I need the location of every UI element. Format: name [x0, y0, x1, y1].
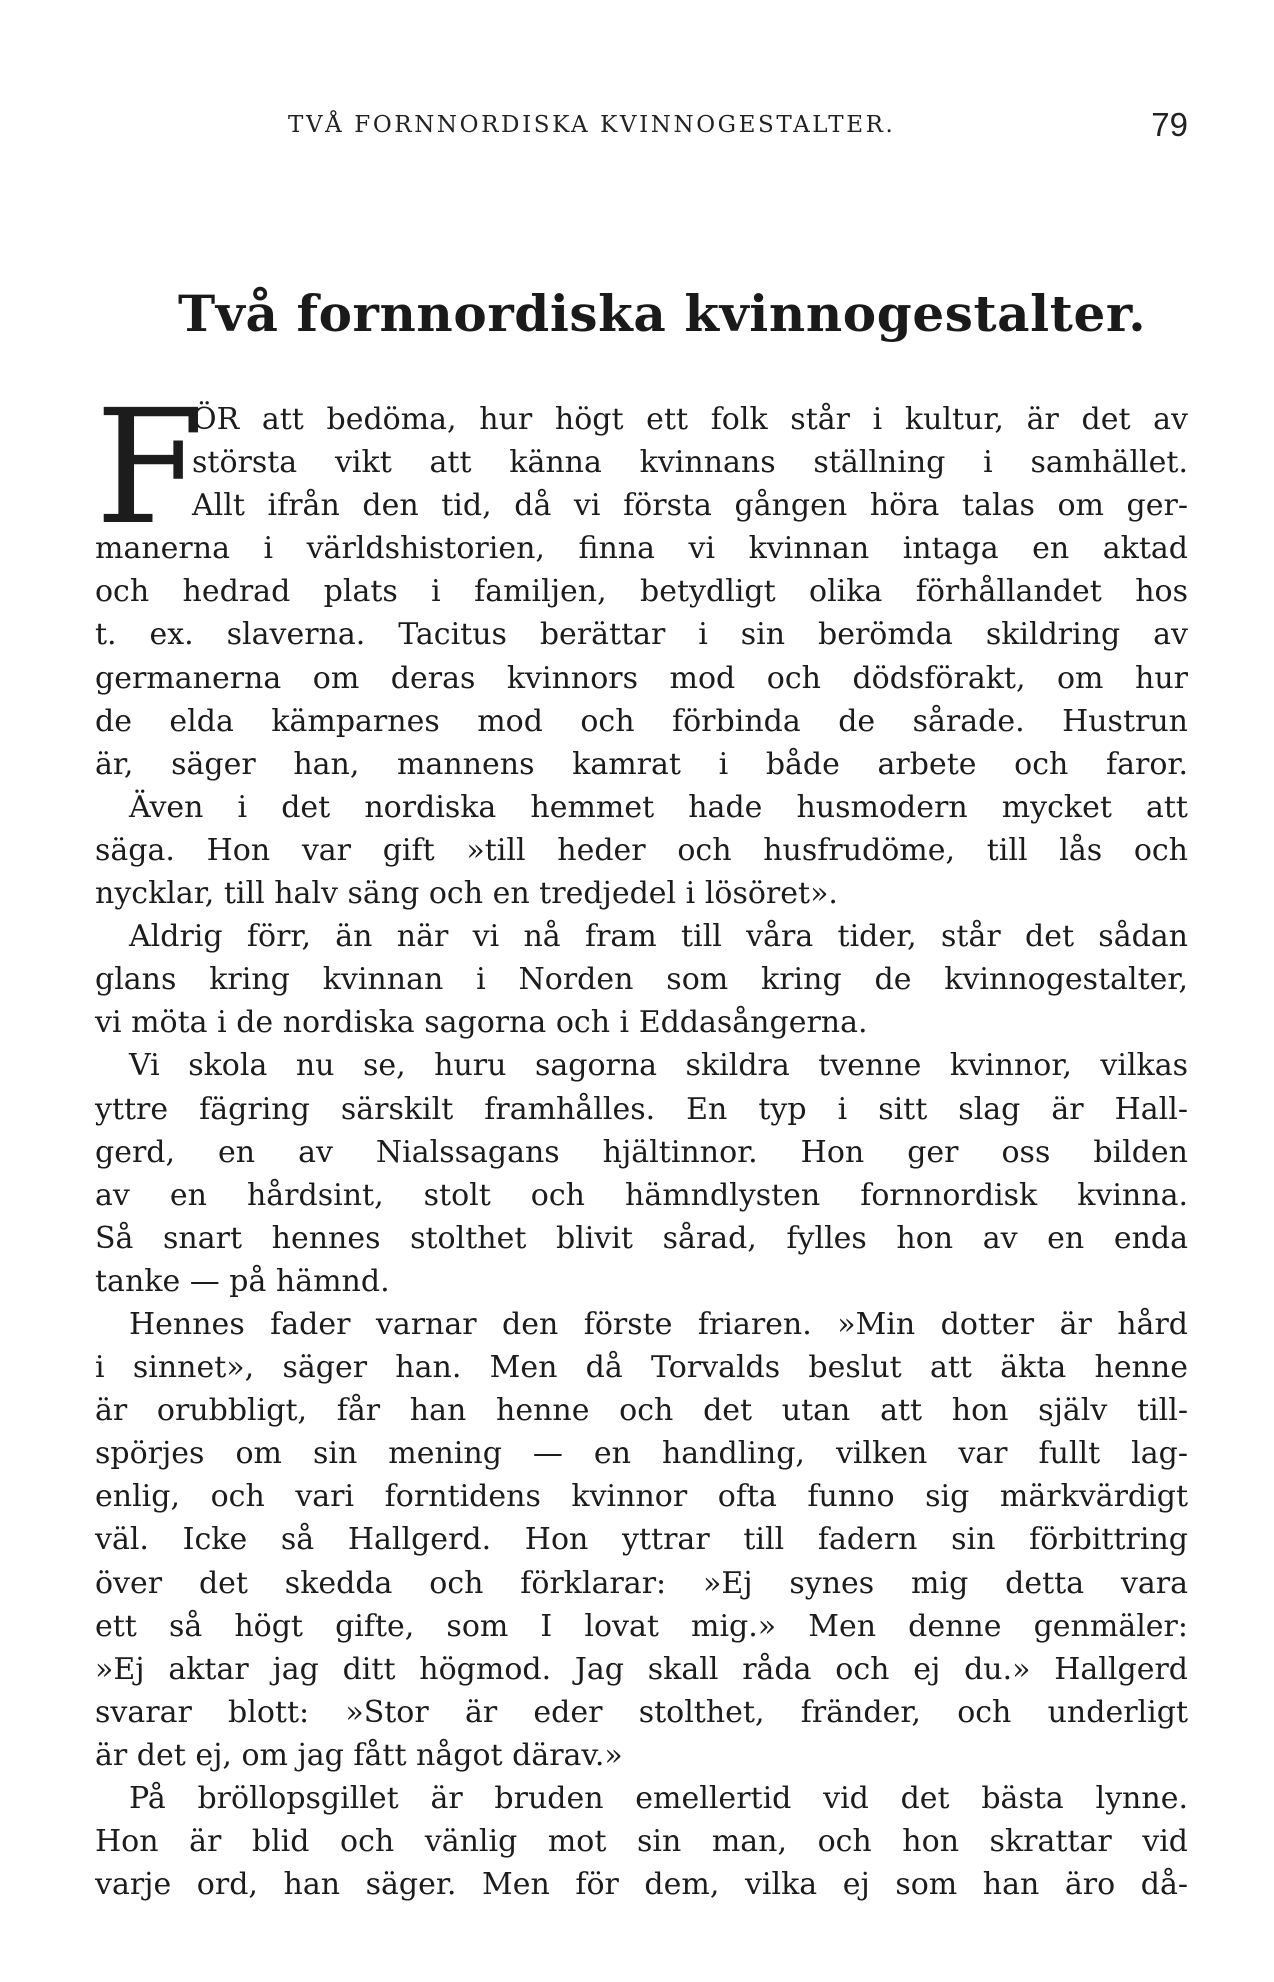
- text-line: På bröllopsgillet är bruden emellertid vid det bästa lynne.: [129, 1781, 1188, 1816]
- body-text: [95, 376, 1188, 1906]
- text-line: Så snart hennes stolthet blivit sårad, fylles hon av en enda: [95, 1220, 1188, 1256]
- text-line: är det ej, om jag fått något därav.»: [95, 1737, 623, 1773]
- text-line: Hon är blid och vänlig mot sin man, och hon skrattar vid: [95, 1824, 1188, 1860]
- text-line: tanke — på hämnd.: [95, 1263, 390, 1299]
- text-line: ett så högt gifte, som I lovat mig.» Men denne genmäler:: [95, 1608, 1188, 1644]
- text-line: vi möta i de nordiska sagorna och i Eddasångerna.: [95, 1005, 868, 1041]
- text-line: över det skedda och förklarar: »Ej synes mig detta vara: [95, 1565, 1188, 1601]
- running-head: TVÅ FORNNORDISKA KVINNOGESTALTER.: [288, 112, 896, 138]
- text-line: Allt ifrån den tid, då vi första gången höra talas om ger-: [192, 488, 1188, 524]
- text-line: germanerna om deras kvinnors mod och dödsförakt, om hur: [95, 660, 1188, 696]
- text-line: gerd, en av Nialssagans hjältinnor. Hon ger oss bilden: [95, 1134, 1188, 1170]
- article-title: Två fornnordiska kvinnogestalter.: [178, 284, 1147, 343]
- text-line: av en hårdsint, stolt och hämndlysten fornnordisk kvinna.: [95, 1177, 1188, 1213]
- text-line: spörjes om sin mening — en handling, vilken var fullt lag-: [95, 1436, 1188, 1472]
- text-line: Även i det nordiska hemmet hade husmodern mycket att: [129, 789, 1188, 825]
- text-line: svarar blott: »Stor är eder stolthet, fränder, och underligt: [95, 1694, 1188, 1730]
- drop-cap: F: [95, 376, 205, 560]
- text-line: i sinnet», säger han. Men då Torvalds beslut att äkta henne: [95, 1350, 1188, 1386]
- text-line: enlig, och vari forntidens kvinnor ofta funno sig märkvärdigt: [95, 1479, 1188, 1515]
- text-line: och hedrad plats i familjen, betydligt olika förhållandet hos: [95, 574, 1188, 610]
- text-line: Vi skola nu se, huru sagorna skildra tvenne kvinnor, vilkas: [129, 1048, 1188, 1084]
- text-line: de elda kämparnes mod och förbinda de sårade. Hustrun: [95, 703, 1188, 739]
- text-line: Aldrig förr, än när vi nå fram till våra tider, står det sådan: [129, 919, 1188, 955]
- text-line: är, säger han, mannens kamrat i både arbete och faror.: [95, 746, 1188, 782]
- text-line: är orubbligt, får han henne och det utan att hon själv till-: [95, 1393, 1188, 1429]
- text-line: glans kring kvinnan i Norden som kring de kvinnogestalter,: [95, 962, 1188, 998]
- text-line: t. ex. slaverna. Tacitus berättar i sin berömda skildring av: [95, 617, 1188, 653]
- text-line: »Ej aktar jag ditt högmod. Jag skall råda och ej du.» Hallgerd: [95, 1651, 1188, 1687]
- text-line: säga. Hon var gift »till heder och husfrudöme, till lås och: [95, 832, 1188, 868]
- text-line: varje ord, han säger. Men för dem, vilka ej som han äro då-: [95, 1867, 1188, 1903]
- text-line: nycklar, till halv säng och en tredjedel i lösöret».: [95, 876, 838, 912]
- page-number: 79: [1151, 106, 1188, 143]
- text-line: Hennes fader varnar den förste friaren. »Min dotter är hård: [129, 1306, 1188, 1342]
- text-line: väl. Icke så Hallgerd. Hon yttrar till fadern sin förbittring: [95, 1522, 1188, 1558]
- text-line: yttre fägring särskilt framhålles. En typ i sitt slag är Hall-: [95, 1091, 1188, 1127]
- text-line: manerna i världshistorien, finna vi kvinnan intaga en aktad: [95, 531, 1188, 567]
- text-line: ÖR att bedöma, hur högt ett folk står i kultur, är det av: [192, 402, 1188, 437]
- text-line: största vikt att känna kvinnans ställning i samhället.: [192, 445, 1188, 481]
